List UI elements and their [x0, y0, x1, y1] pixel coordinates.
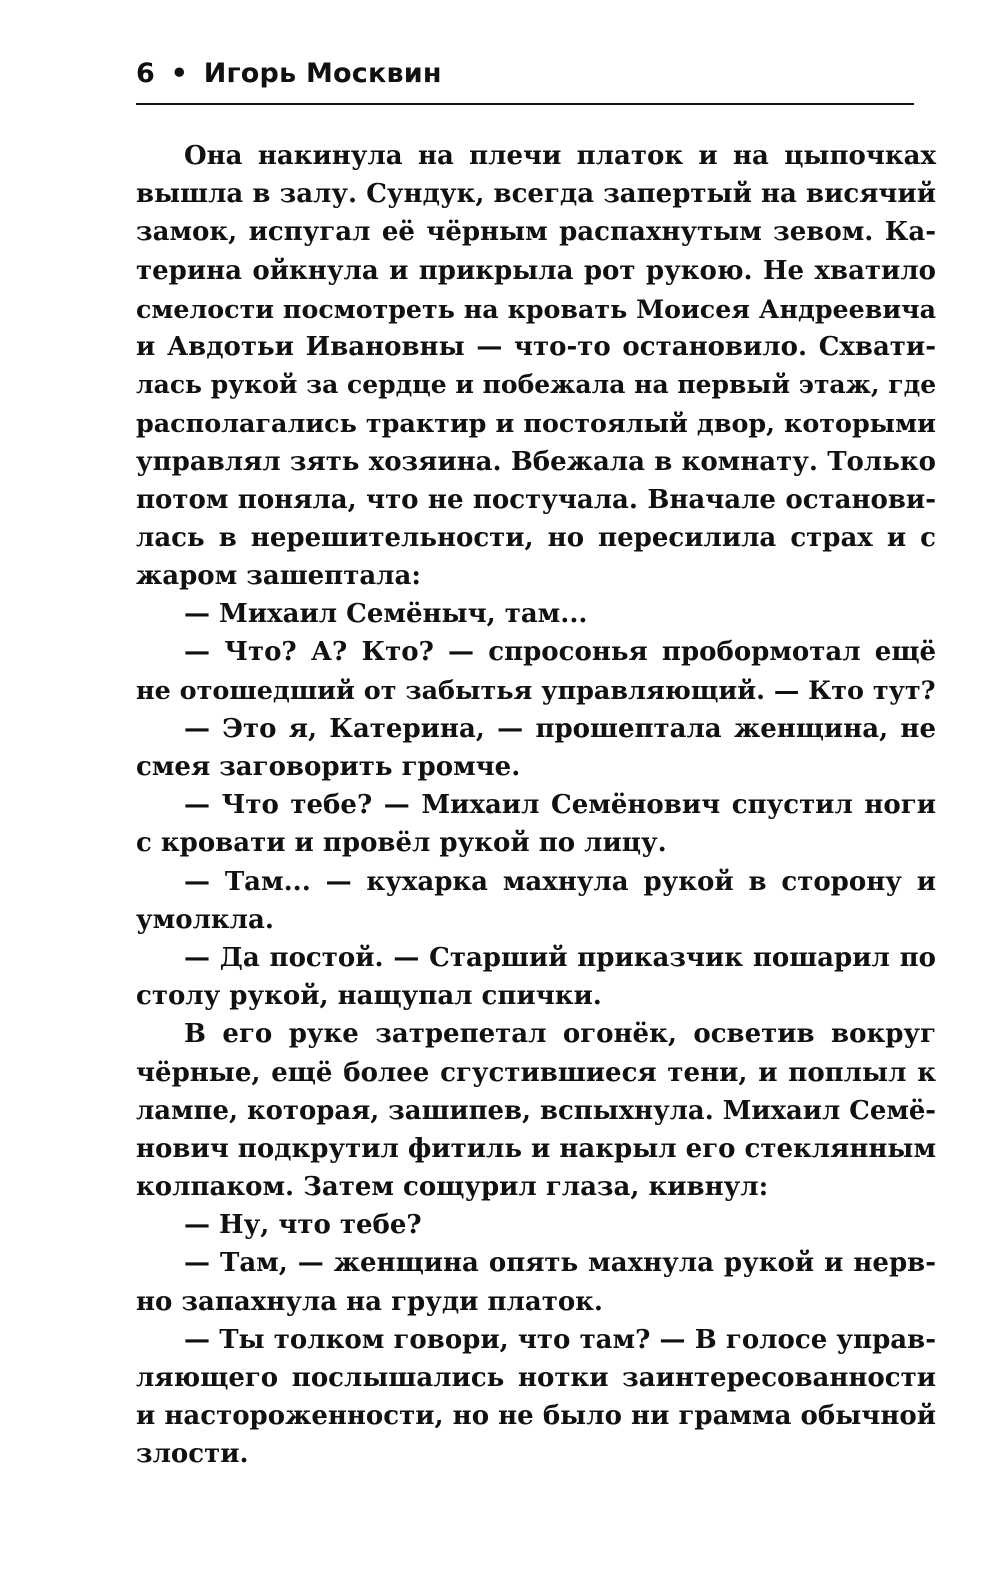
text-line: с кровати и провёл рукой по лицу.	[136, 828, 667, 859]
text-line: колпаком. Затем сощурил глаза, кивнул:	[136, 1172, 769, 1203]
body-text	[136, 137, 936, 1474]
text-line: — Ты толком говори, что там? — В голосе управ-	[184, 1324, 936, 1355]
text-line: нович подкрутил фитиль и накрыл его стеклянным	[136, 1133, 937, 1164]
text-line: столу рукой, нащупал спички.	[136, 981, 602, 1012]
text-line: замок, испугал её чёрным распахнутым зевом. Ка-	[136, 217, 936, 248]
text-line: ляющего послышались нотки заинтересованности	[136, 1363, 936, 1393]
text-line: потом поняла, что не постучала. Вначале останови-	[136, 484, 936, 515]
text-line: и Авдотьи Ивановны — что-то остановило. Схвати-	[136, 331, 936, 362]
text-line: — Там... — кухарка махнула рукой в сторону и	[184, 866, 936, 897]
header-separator: •	[170, 58, 189, 89]
text-line: — Михаил Семёныч, там...	[184, 599, 588, 630]
text-line: вышла в залу. Сундук, всегда запертый на висячий	[136, 179, 936, 210]
text-line: — Это я, Катерина, — прошептала женщина, не	[184, 713, 936, 744]
text-line: — Что тебе? — Михаил Семёнович спустил ноги	[184, 790, 936, 821]
text-line: не отошедший от забытья управляющий. — Кто тут?	[136, 675, 936, 706]
page-number: 6	[136, 58, 155, 89]
text-line: и настороженности, но не было ни грамма обычной	[136, 1401, 936, 1432]
running-head	[136, 58, 442, 89]
header-rule	[136, 103, 914, 105]
text-line: лась рукой за сердце и побежала на первый этаж, где	[136, 370, 937, 400]
text-line: умолкла.	[136, 904, 274, 935]
text-line: терина ойкнула и прикрыла рот рукою. Не хватило	[136, 255, 936, 286]
text-line: — Там, — женщина опять махнула рукой и нерв-	[184, 1248, 936, 1279]
text-line: Она накинула на плечи платок и на цыпочках	[184, 141, 936, 171]
text-line: — Да постой. — Старший приказчик пошарил по	[184, 942, 936, 973]
text-line: лампе, которая, зашипев, вспыхнула. Михаил Семё-	[136, 1095, 937, 1126]
text-line: смелости посмотреть на кровать Моисея Андреевича	[136, 293, 936, 324]
text-line: управлял зять хозяина. Вбежала в комнату. Только	[136, 446, 936, 477]
text-line: лась в нерешительности, но пересилила страх и с	[136, 522, 936, 553]
text-line: — Что? А? Кто? — спросонья пробормотал ещё	[184, 637, 936, 668]
text-line: располагались трактир и постоялый двор, которыми	[136, 408, 936, 439]
text-line: чёрные, ещё более сгустившиеся тени, и поплыл к	[136, 1057, 936, 1088]
text-line: смея заговорить громче.	[136, 752, 521, 782]
author-name: Игорь Москвин	[203, 58, 442, 89]
text-line: — Ну, что тебе?	[184, 1210, 422, 1241]
text-line: В его руке затрепетал огонёк, осветив вокруг	[184, 1019, 936, 1050]
text-line: злости.	[136, 1439, 249, 1470]
text-line: жаром зашептала:	[136, 561, 421, 592]
text-line: но запахнула на груди платок.	[136, 1286, 603, 1317]
